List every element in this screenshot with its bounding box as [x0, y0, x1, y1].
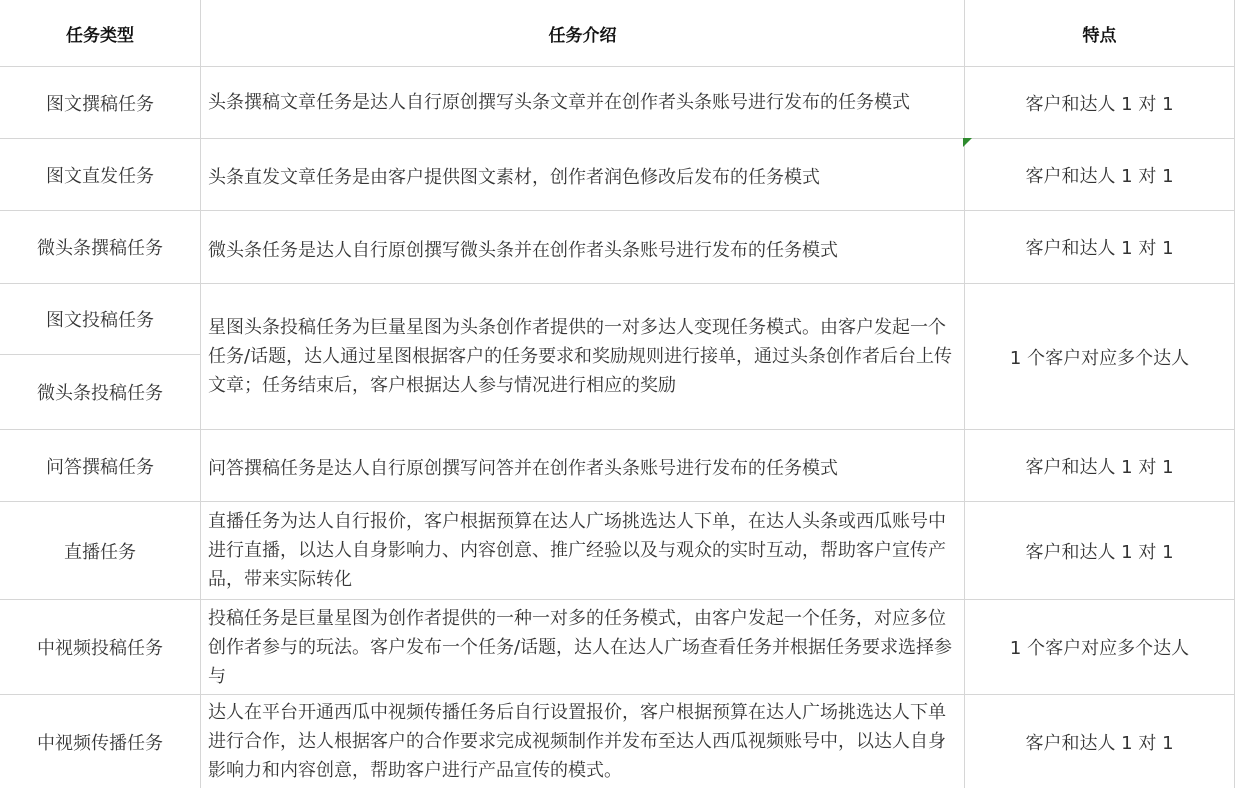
table-row-feature: 客户和达人 1 对 1: [965, 695, 1235, 788]
intro-text: 头条直发文章任务是由客户提供图文素材，创作者润色修改后发布的任务模式: [208, 167, 820, 188]
table-row-type: 微头条投稿任务: [0, 355, 201, 430]
table-row-feature: 客户和达人 1 对 1: [965, 502, 1235, 600]
intro-text: 投稿任务是巨量星图为创作者提供的一种一对多的任务模式，由客户发起一个任务，对应多位创作者参与的玩法。客户发布一个任务/话题，达人在达人广场查看任务并根据任务要求选择参与: [208, 607, 953, 687]
intro-text: 直播任务为达人自行报价，客户根据预算在达人广场挑选达人下单，在达人头条或西瓜账号中进行直播，以达人自身影响力、内容创意、推广经验以及与观众的实时互动，帮助客户宣传产品，带来实际转化: [208, 511, 946, 590]
table-row-intro: [201, 211, 965, 284]
table-row-type: 中视频传播任务: [0, 695, 201, 788]
table-row-intro: [201, 430, 965, 502]
table-row-intro: [201, 600, 965, 695]
table-row-feature: 客户和达人 1 对 1: [965, 67, 1235, 139]
header-task-type: 任务类型: [0, 0, 201, 67]
table-row-type: 直播任务: [0, 502, 201, 600]
table-row-feature: 客户和达人 1 对 1: [965, 430, 1235, 502]
table-row-feature: 客户和达人 1 对 1: [965, 211, 1235, 284]
table-row-type: 微头条撰稿任务: [0, 211, 201, 284]
table-row-type: 图文投稿任务: [0, 284, 201, 355]
table-row-feature-merged: 1 个客户对应多个达人: [965, 284, 1235, 430]
cell-comment-marker: [963, 138, 972, 147]
intro-text: 问答撰稿任务是达人自行原创撰写问答并在创作者头条账号进行发布的任务模式: [208, 458, 838, 479]
table-row-intro: [201, 67, 965, 139]
intro-text: 微头条任务是达人自行原创撰写微头条并在创作者头条账号进行发布的任务模式: [208, 239, 838, 261]
table-row-type: 图文直发任务: [0, 139, 201, 211]
table-row-intro: [201, 139, 965, 211]
table-row-type: 中视频投稿任务: [0, 600, 201, 695]
intro-text: 达人在平台开通西瓜中视频传播任务后自行设置报价，客户根据预算在达人广场挑选达人下单进行合作，达人根据客户的合作要求完成视频制作并发布至达人西瓜视频账号中，以达人自身影响力和内容创意，帮助客户进行产品宣传的模式。: [208, 702, 946, 781]
intro-text: 头条撰稿文章任务是达人自行原创撰写头条文章并在创作者头条账号进行发布的任务模式: [208, 92, 910, 113]
table-row-intro: [201, 695, 965, 788]
table-row-intro-merged: [201, 284, 965, 430]
table-row-intro: [201, 502, 965, 600]
table-row-feature: 1 个客户对应多个达人: [965, 600, 1235, 695]
table-row-feature: 客户和达人 1 对 1: [965, 139, 1235, 211]
table-row-type: 问答撰稿任务: [0, 430, 201, 502]
header-task-intro: 任务介绍: [201, 0, 965, 67]
intro-text: 星图头条投稿任务为巨量星图为头条创作者提供的一对多达人变现任务模式。由客户发起一个任务/话题，达人通过星图根据客户的任务要求和奖励规则进行接单，通过头条创作者后台上传文章；任务结束后，客户根据达人参与情况进行相应的奖励: [208, 317, 953, 396]
table-row-type: 图文撰稿任务: [0, 67, 201, 139]
header-feature: 特点: [965, 0, 1235, 67]
